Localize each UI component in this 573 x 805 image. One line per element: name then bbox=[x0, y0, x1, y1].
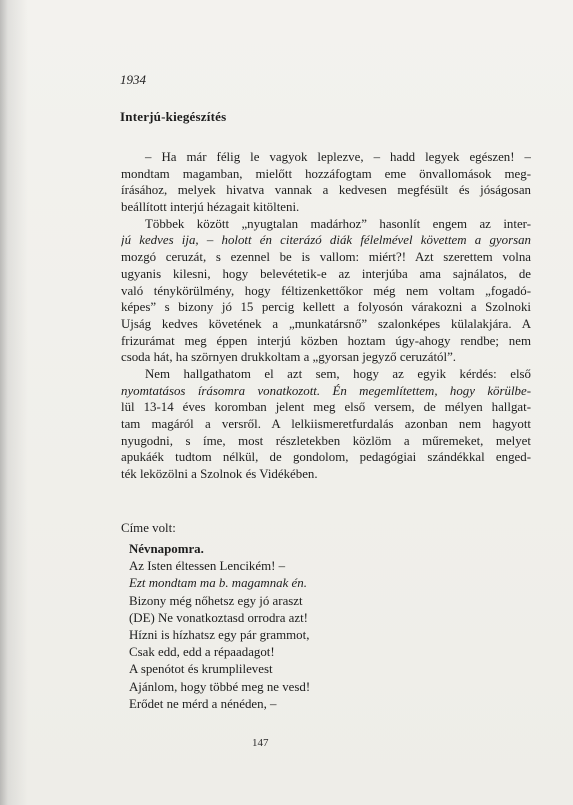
poem-line: Bizony még nőhetsz egy jó araszt bbox=[129, 593, 303, 608]
body-line: Nem hallgathatom el azt sem, hogy az egyik kérdés: első bbox=[145, 366, 531, 381]
poem-line: Ezt mondtam ma b. magamnak én. bbox=[129, 576, 307, 591]
body-line: mozgó ceruzát, s ezennel be is vallom: miért?! Azt szerettem volna bbox=[121, 250, 531, 265]
body-line: tam magáról a versről. A lelkiismeretfurdalás azonban nem hagyott bbox=[121, 417, 531, 432]
body-line: nyugodni, s íme, most részletekben közlöm a műremeket, melyet bbox=[121, 433, 531, 448]
body-line-segment: jú kedves ija, – holott én citerázó diák félelmével követtem a gyorsan bbox=[121, 233, 531, 248]
body-line-segment: nyomtatásos írásomra vonatkozott. Én megemlítettem, hogy körülbe- bbox=[121, 383, 531, 398]
body-line: lül 13-14 éves koromban jelent meg első versem, de mélyen hallgat- bbox=[121, 400, 531, 415]
body-line: mondtam magamban, mielőtt hozzáfogtam eme önvallomások meg- bbox=[121, 166, 531, 181]
page-number: 147 bbox=[252, 737, 269, 749]
poem-line: Hízni is hízhatsz egy pár grammot, bbox=[129, 628, 310, 643]
poem-line: Az Isten éltessen Lencikém! – bbox=[129, 559, 286, 574]
section-heading: Interjú-kiegészítés bbox=[120, 109, 227, 124]
body-line bbox=[121, 383, 531, 400]
poem-line: Csak edd, edd a répaadagot! bbox=[129, 645, 275, 660]
year-label: 1934 bbox=[120, 72, 146, 87]
poem-line: Erődet ne mérd a nénéden, – bbox=[129, 696, 277, 711]
body-line: írásához, melyek hivatva vannak a kedvesen megfésült és jóságosan bbox=[121, 183, 531, 198]
body-line: Ujság kedves követének a „munkatársnő” szalonképes külalakjára. A bbox=[121, 316, 531, 331]
body-line: apukáék tudtom nélkül, de gondolom, pedagógiai szándékkal enged- bbox=[121, 450, 531, 465]
body-line: beállított interjú hézagait kitölteni. bbox=[121, 200, 300, 215]
body-line: Többek között „nyugtalan madárhoz” hasonlít engem az inter- bbox=[145, 216, 531, 231]
body-line bbox=[121, 232, 531, 249]
poem-title: Névnapomra. bbox=[129, 542, 204, 556]
body-line: frizurámat meg éppen interjú közben hoztam úgy-ahogy rendbe; nem bbox=[121, 333, 531, 348]
body-line: való ténykörülmény, hogy féltizenkettőkor még nem voltam „fogadó- bbox=[121, 283, 531, 298]
body-line: – Ha már félig le vagyok leplezve, – hadd legyek egészen! – bbox=[145, 150, 531, 164]
body-line: ugyanis kilesni, hogy belevétetik-e az interjúba ama sajnálatos, de bbox=[121, 266, 531, 281]
poem-intro-label: Címe volt: bbox=[121, 521, 176, 535]
poem-line: A spenótot és krumplilevest bbox=[129, 662, 273, 677]
body-line: csoda hát, ha szörnyen drukkoltam a „gyorsan jegyző ceruzától”. bbox=[121, 350, 457, 365]
body-line: képes” s bizony jó 15 percig kellett a folyosón várakozni a Szolnoki bbox=[121, 300, 531, 315]
poem-line: Ajánlom, hogy többé meg ne vesd! bbox=[129, 679, 311, 694]
poem bbox=[129, 541, 310, 713]
poem-lines bbox=[129, 558, 310, 713]
body-line: ték leközölni a Szolnok és Vidékében. bbox=[121, 467, 318, 482]
poem-line: (DE) Ne vonatkoztasd orrodra azt! bbox=[129, 610, 308, 625]
body-text bbox=[121, 149, 531, 483]
